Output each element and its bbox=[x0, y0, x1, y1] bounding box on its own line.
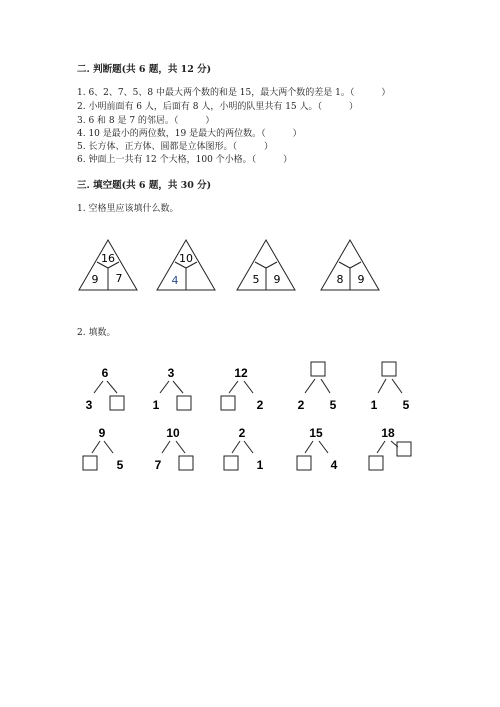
bond-r2-3-left-box[interactable] bbox=[224, 456, 238, 470]
bond-r1-5-left: 1 bbox=[370, 398, 378, 412]
bond-r1-2-right-box[interactable] bbox=[177, 396, 191, 410]
number-bond-row2-1 bbox=[83, 426, 124, 472]
judgement-question-6: 6. 钟面上一共有 12 个大格，100 个小格。（ ） bbox=[77, 155, 293, 165]
bond-r1-5-right: 5 bbox=[402, 398, 410, 412]
bond-r2-1-right: 5 bbox=[116, 458, 124, 472]
judgement-question-2: 2. 小明前面有 6 人，后面有 8 人，小明的队里共有 15 人。（ ） bbox=[77, 102, 359, 112]
bond-r1-1-top: 6 bbox=[101, 366, 109, 380]
number-bond-row1-5 bbox=[371, 362, 410, 412]
number-bond-row1-4 bbox=[298, 362, 337, 412]
number-bond-row2-5 bbox=[369, 426, 411, 470]
number-bond-row2-3 bbox=[224, 426, 264, 472]
bond-r1-4-left: 2 bbox=[297, 398, 305, 412]
triangle-1-left: 9 bbox=[91, 273, 99, 286]
bond-r1-3-right: 2 bbox=[256, 398, 264, 412]
judgement-question-3: 3. 6 和 8 是 7 的邻居。（ ） bbox=[77, 116, 215, 126]
triangle-3-left: 5 bbox=[252, 273, 260, 286]
triangle-4-right: 9 bbox=[357, 273, 365, 286]
triangle-1-top: 16 bbox=[101, 252, 115, 265]
bond-r1-1-left: 3 bbox=[85, 398, 93, 412]
number-bond-row2-2 bbox=[155, 426, 193, 472]
bond-r2-2-top: 10 bbox=[166, 426, 180, 440]
triangle-2-top: 10 bbox=[179, 252, 193, 265]
judgement-question-5: 5. 长方体、正方体、圆都是立体图形。（ ） bbox=[77, 142, 273, 152]
bond-r2-5-top: 18 bbox=[381, 426, 395, 440]
bond-r1-4-top-box[interactable] bbox=[311, 362, 325, 376]
bond-r1-1-right-box[interactable] bbox=[110, 396, 124, 410]
number-triangle-3 bbox=[237, 240, 295, 290]
number-bond-row1-2 bbox=[153, 366, 191, 412]
bond-r1-2-top: 3 bbox=[167, 366, 175, 380]
bond-r2-4-left-box[interactable] bbox=[297, 456, 311, 470]
bond-r2-2-right-box[interactable] bbox=[179, 456, 193, 470]
bond-r1-4-right: 5 bbox=[329, 398, 337, 412]
section-heading-judgement: 二. 判断题(共 6 题，共 12 分) bbox=[77, 64, 212, 75]
number-triangle-2 bbox=[157, 240, 215, 290]
judgement-question-4: 4. 10 是最小的两位数，19 是最大的两位数。（ ） bbox=[77, 129, 302, 139]
bond-r2-4-right: 4 bbox=[330, 458, 338, 472]
triangle-4-left: 8 bbox=[336, 273, 344, 286]
number-bond-row1-3 bbox=[221, 366, 264, 412]
number-bond-row2-4 bbox=[297, 426, 338, 472]
triangle-1-right: 7 bbox=[115, 272, 123, 285]
bond-r2-5-right-box[interactable] bbox=[397, 442, 411, 456]
bond-r2-4-top: 15 bbox=[309, 426, 323, 440]
bond-r1-2-left: 1 bbox=[152, 398, 160, 412]
judgement-question-1: 1. 6、2、7、5、8 中最大两个数的和是 15，最大两个数的差是 1。（ ） bbox=[77, 88, 391, 98]
fill-in-question-2: 2. 填数。 bbox=[77, 328, 116, 338]
number-triangle-4 bbox=[321, 240, 379, 290]
bond-r1-3-left-box[interactable] bbox=[221, 396, 235, 410]
bond-r1-5-top-box[interactable] bbox=[382, 362, 396, 376]
bond-r2-2-left: 7 bbox=[154, 458, 162, 472]
bond-r1-3-top: 12 bbox=[234, 366, 248, 380]
fill-in-question-1: 1. 空格里应该填什么数。 bbox=[77, 204, 179, 214]
triangle-2-left: 4 bbox=[171, 274, 179, 287]
bond-r2-1-top: 9 bbox=[98, 426, 106, 440]
bond-r2-3-right: 1 bbox=[256, 458, 264, 472]
bond-r2-5-left-box[interactable] bbox=[369, 456, 383, 470]
number-bond-row1-1 bbox=[86, 366, 124, 412]
number-triangle-1 bbox=[79, 240, 137, 290]
bond-r2-3-top: 2 bbox=[238, 426, 246, 440]
triangle-3-right: 9 bbox=[273, 273, 281, 286]
bond-r2-1-left-box[interactable] bbox=[83, 456, 97, 470]
section-heading-fill-in: 三. 填空题(共 6 题，共 30 分) bbox=[77, 180, 212, 191]
